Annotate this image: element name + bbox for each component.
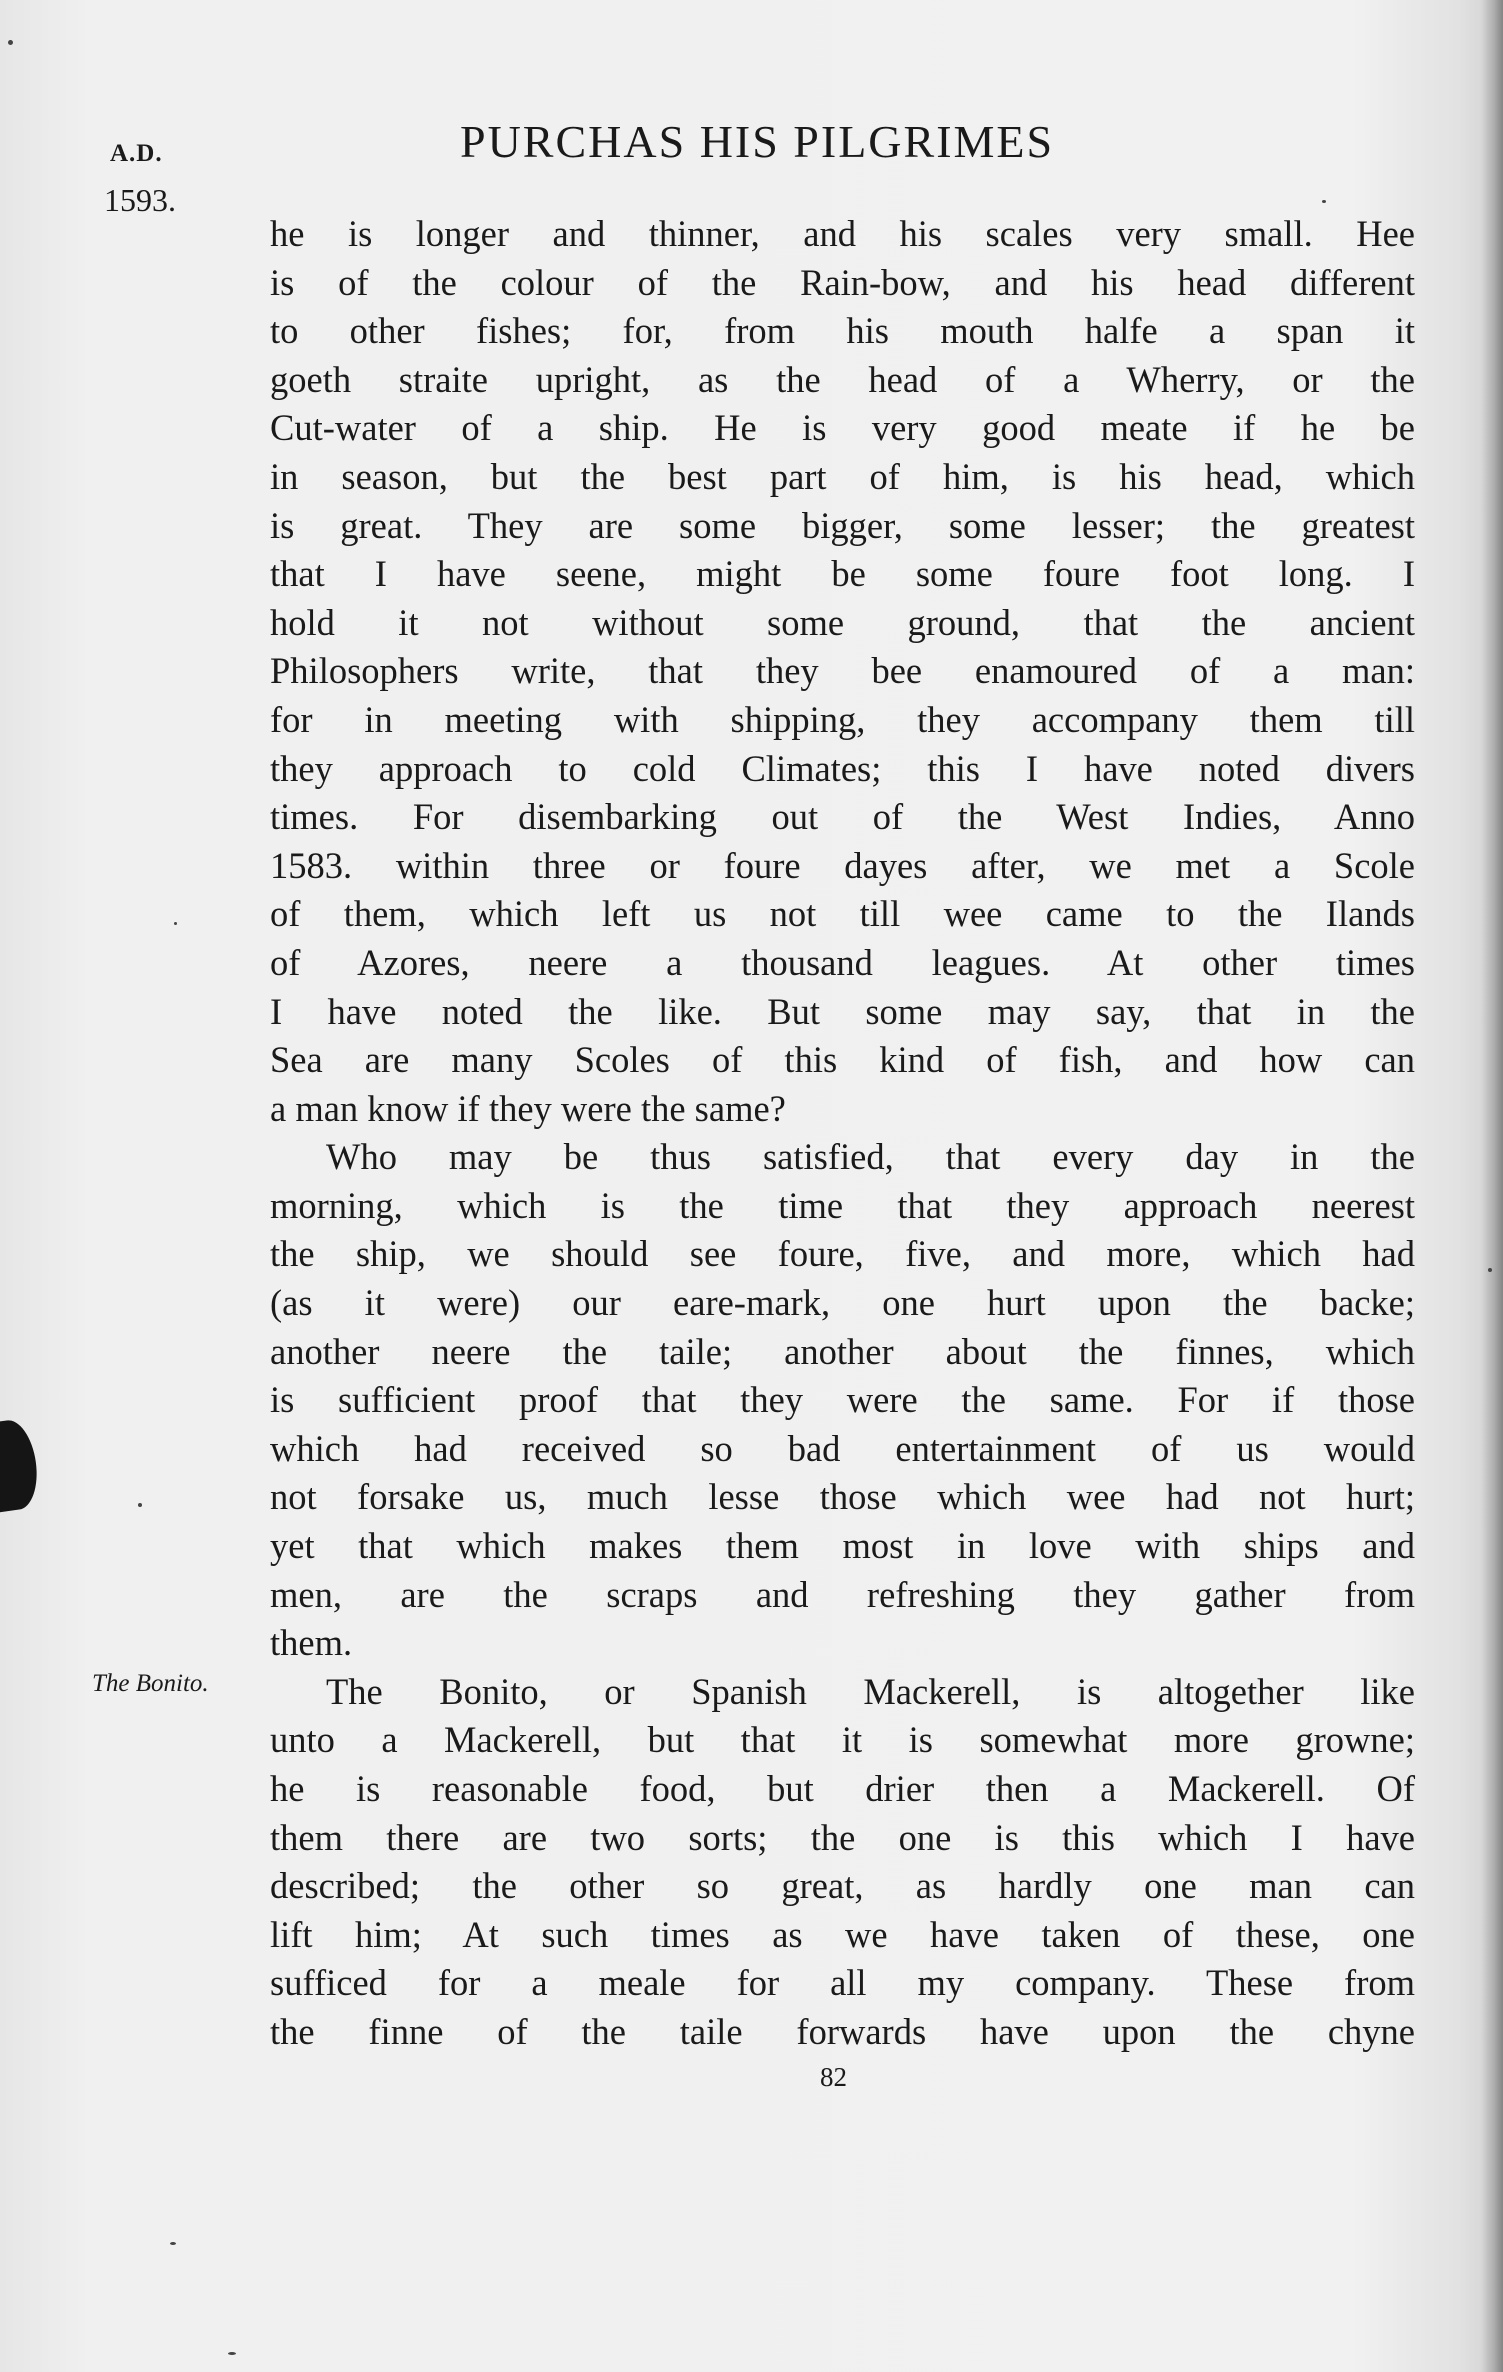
scan-speck [138,1503,142,1507]
text-line: in season, but the best part of him, is his head, which [270,455,1415,497]
text-line: unto a Mackerell, but that it is somewhat more growne; [270,1719,1415,1761]
text-line: is great. They are some bigger, some lesser; the greatest [270,504,1415,546]
scan-speck [1488,1268,1492,1272]
scan-speck [8,40,13,45]
scan-speck [228,2352,236,2355]
margin-year: 1593. [104,182,176,218]
scan-speck [170,2242,176,2245]
scan-speck [174,922,177,925]
text-line: hold it not without some ground, that the ancient [270,601,1415,643]
text-line: the finne of the taile forwards have upon the chyne [270,2010,1415,2052]
text-line: Cut-water of a ship. He is very good meate if he be [270,407,1415,449]
text-line: he is reasonable food, but drier then a Mackerell. Of [270,1768,1415,1809]
running-title: PURCHAS HIS PILGRIMES [460,116,1055,167]
scan-speck [1322,200,1326,203]
text-line: 1583. within three or foure dayes after, we met a Scole [270,844,1415,886]
text-line: which had received so bad entertainment of us would [270,1427,1415,1469]
text-line: another neere the taile; another about the finnes, which [270,1330,1415,1372]
text-line: to other fishes; for, from his mouth halfe a span it [270,310,1415,352]
text-line: that I have seene, might be some foure foot long. I [270,553,1415,595]
text-line: (as it were) our eare-mark, one hurt upon the backe; [270,1282,1415,1324]
body-text [270,210,1415,2057]
text-line: is of the colour of the Rain-bow, and his head different [270,261,1415,303]
text-line: a man know if they were the same? [270,1087,786,1129]
page-number: 82 [820,2062,847,2092]
text-line: lift him; At such times as we have taken of these, one [270,1913,1415,1955]
text-line: is sufficient proof that they were the same. For if those [270,1379,1415,1421]
text-line: them there are two sorts; the one is this which I have [270,1816,1415,1858]
text-line: of Azores, neere a thousand leagues. At other times [270,941,1415,983]
text-line: Philosophers write, that they bee enamoured of a man: [270,650,1415,692]
text-line: times. For disembarking out of the West Indies, Anno [270,796,1415,838]
page-gutter-shadow [1481,0,1503,2372]
text-line: morning, which is the time that they approach neerest [270,1184,1415,1226]
text-line: the ship, we should see foure, five, and more, which had [270,1233,1415,1275]
margin-anno-domini: A.D. [110,140,163,167]
text-line: described; the other so great, as hardly one man can [270,1865,1415,1907]
text-line: he is longer and thinner, and his scales very small. Hee [270,213,1415,254]
text-line: Sea are many Scoles of this kind of fish, and how can [270,1039,1415,1081]
text-line: for in meeting with shipping, they accompany them till [270,698,1415,740]
text-line: sufficed for a meale for all my company. These from [270,1962,1415,2004]
text-line: of them, which left us not till wee came to the Ilands [270,893,1415,935]
text-line: men, are the scraps and refreshing they gather from [270,1573,1415,1615]
text-line: yet that which makes them most in love with ships and [270,1525,1415,1567]
scan-artifact-thumb [0,1417,42,1513]
text-line: they approach to cold Climates; this I have noted divers [270,747,1415,789]
text-line: them. [270,1622,353,1664]
sidenote-bonito: The Bonito. [92,1670,209,1697]
text-line: goeth straite upright, as the head of a Wherry, or the [270,358,1415,400]
text-line: not forsake us, much lesse those which wee had not hurt; [270,1476,1415,1518]
text-line: The Bonito, or Spanish Mackerell, is altogether like [326,1670,1415,1712]
text-line: I have noted the like. But some may say, that in the [270,990,1415,1032]
text-line: Who may be thus satisfied, that every day in the [326,1136,1415,1178]
